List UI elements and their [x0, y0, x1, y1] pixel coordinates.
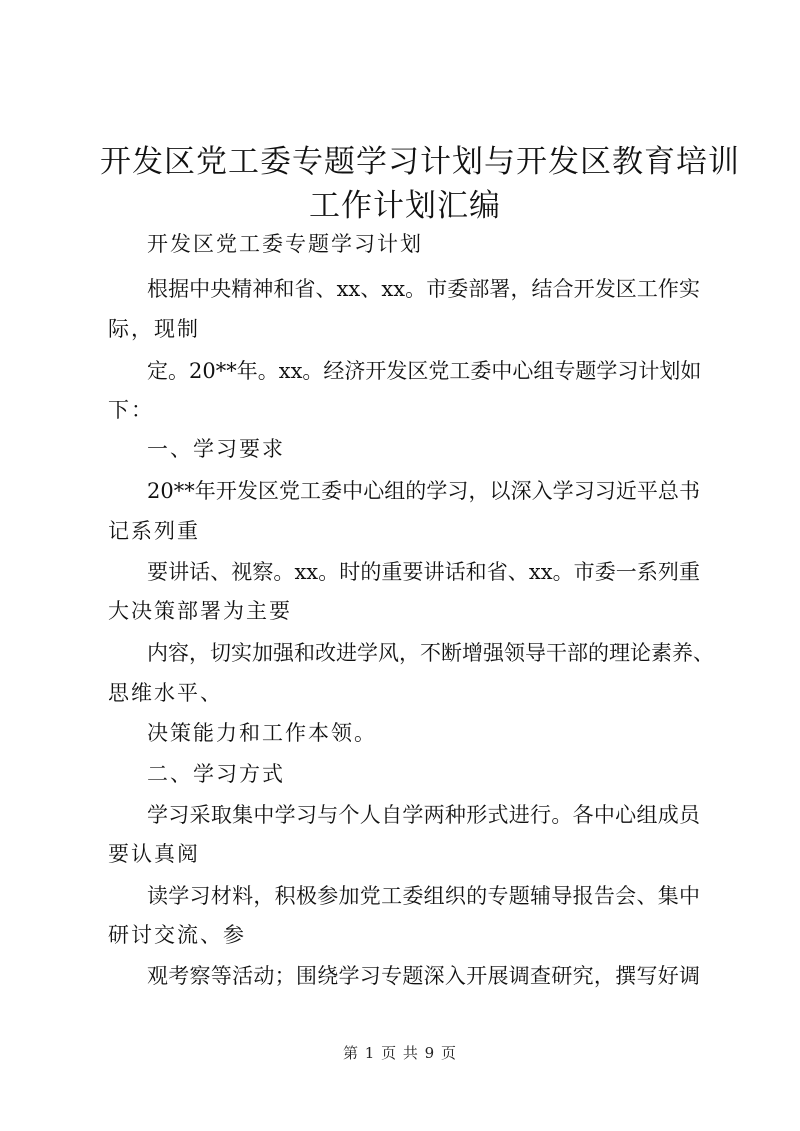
- paragraph-line: 定。20**年。xx。经济开发区党工委中心组专题学习计划如: [147, 359, 702, 383]
- paragraph-line: 决策能力和工作本领。: [147, 721, 377, 745]
- section-heading: 开发区党工委专题学习计划: [147, 232, 423, 256]
- paragraph-line: 思维水平、: [108, 681, 223, 705]
- paragraph-line: 内容，切实加强和改进学风，不断增强领导干部的理论素养、: [147, 641, 714, 665]
- paragraph-line: 际，现制: [108, 317, 200, 341]
- paragraph-line: 20**年开发区党工委中心组的学习，以深入学习习近平总书: [147, 479, 700, 503]
- document-title-line-1: 开发区党工委专题学习计划与开发区教育培训: [100, 144, 740, 180]
- section-heading: 二、学习方式: [147, 762, 285, 786]
- section-heading: 一、学习要求: [147, 437, 285, 461]
- paragraph-line: 研讨交流、参: [108, 923, 246, 947]
- paragraph-line: 学习采取集中学习与个人自学两种形式进行。各中心组成员: [147, 803, 700, 827]
- paragraph-line: 读学习材料，积极参加党工委组织的专题辅导报告会、集中: [147, 884, 700, 908]
- paragraph-line: 根据中央精神和省、xx、xx。市委部署，结合开发区工作实: [147, 277, 700, 301]
- paragraph-line: 要认真阅: [108, 842, 200, 866]
- paragraph-line: 下：: [108, 398, 154, 422]
- paragraph-line: 观考察等活动；围绕学习专题深入开展调查研究，撰写好调: [147, 964, 700, 988]
- document-title-line-2: 工作计划汇编: [309, 188, 501, 224]
- page-footer: 第 1 页 共 9 页: [343, 1044, 457, 1062]
- paragraph-line: 大决策部署为主要: [108, 599, 292, 623]
- paragraph-line: 记系列重: [108, 519, 200, 543]
- paragraph-line: 要讲话、视察。xx。时的重要讲话和省、xx。市委一系列重: [147, 560, 700, 584]
